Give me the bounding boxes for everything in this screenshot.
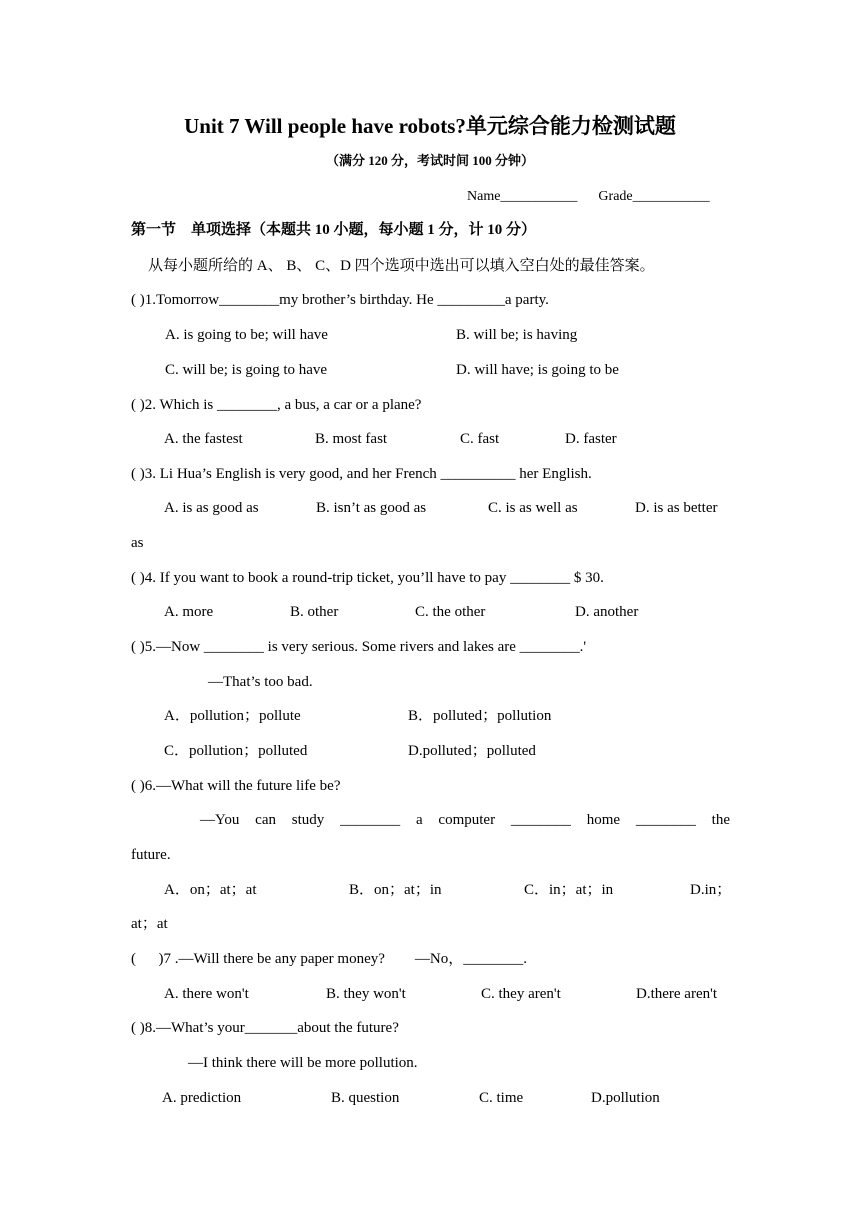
option-b: B. other	[290, 604, 339, 620]
option-d: D. is as better	[635, 500, 718, 516]
option-d: D.in；	[690, 882, 732, 898]
option-a: A. prediction	[162, 1090, 242, 1106]
option-d: D. will have; is going to be	[456, 362, 619, 378]
option-a: A. is as good as	[164, 500, 259, 516]
option-c: C. they aren't	[481, 986, 561, 1002]
option-c: C. is as well as	[488, 500, 578, 516]
option-a: A. there won't	[164, 986, 249, 1002]
option-c: C. time	[479, 1090, 524, 1106]
name-grade-line: Name___________ Grade___________	[467, 189, 710, 204]
reply-word: ________	[510, 812, 571, 828]
option-b: B. most fast	[315, 431, 388, 447]
option-b: B. question	[331, 1090, 400, 1106]
option-c: C. will be; is going to have	[165, 362, 328, 378]
question-stem: ( )3. Li Hua’s English is very good, and her French __________ her English.	[131, 466, 592, 482]
reply-word: a	[415, 812, 423, 828]
reply-word: home	[586, 812, 621, 828]
option-wrap-text: as	[131, 535, 144, 551]
question-stem: ( )1.Tomorrow________my brother’s birthday. He _________a party.	[131, 292, 549, 308]
question-stem: ( )2. Which is ________, a bus, a car or a plane?	[131, 397, 422, 413]
reply-word: the	[711, 812, 730, 828]
option-d: D. faster	[565, 431, 617, 447]
option-d: D.pollution	[591, 1090, 660, 1106]
question-stem: ( )7 .—Will there be any paper money? —No，________.	[131, 951, 527, 967]
option-b: B. they won't	[326, 986, 406, 1002]
option-d: D.polluted；polluted	[408, 743, 536, 759]
option-b: B. will be; is having	[456, 327, 578, 343]
reply-word: ________	[635, 812, 696, 828]
dialogue-reply-wrap: future.	[131, 847, 171, 863]
question-stem: ( )5.—Now ________ is very serious. Some rivers and lakes are ________.'	[131, 639, 587, 655]
question-stem: ( )8.—What’s your_______about the future?	[131, 1020, 399, 1036]
reply-word: —You	[200, 812, 240, 828]
option-b: B. isn’t as good as	[316, 500, 427, 516]
option-b: B．on；at；in	[349, 882, 442, 898]
question-stem: ( )6.—What will the future life be?	[131, 778, 341, 794]
option-a: A. the fastest	[164, 431, 243, 447]
option-b: B．polluted；pollution	[408, 708, 552, 724]
dialogue-reply	[200, 810, 730, 830]
option-c: C. the other	[415, 604, 486, 620]
option-c: C. fast	[460, 431, 500, 447]
section-heading: 第一节 单项选择（本题共 10 小题，每小题 1 分，计 10 分）	[131, 222, 537, 238]
option-c: C．in；at；in	[524, 882, 614, 898]
dialogue-reply: —I think there will be more pollution.	[188, 1055, 418, 1071]
question-stem: ( )4. If you want to book a round-trip ticket, you’ll have to pay ________ $ 30.	[131, 570, 604, 586]
instruction-text: 从每小题所给的 A、 B、 C、D 四个选项中选出可以填入空白处的最佳答案。	[148, 258, 655, 274]
dialogue-reply: —That’s too bad.	[208, 674, 313, 690]
reply-word: study	[291, 812, 325, 828]
reply-word: can	[255, 812, 276, 828]
option-wrap-text: at；at	[131, 916, 168, 932]
page-title: Unit 7 Will people have robots?单元综合能力检测试题	[184, 114, 676, 138]
exam-subtitle: （满分 120 分，考试时间 100 分钟）	[325, 153, 534, 168]
option-c: C．pollution；polluted	[164, 743, 308, 759]
option-a: A．pollution；pollute	[164, 708, 301, 724]
option-a: A．on；at；at	[164, 882, 257, 898]
option-d: D.there aren't	[636, 986, 717, 1002]
option-a: A. more	[164, 604, 214, 620]
option-d: D. another	[575, 604, 639, 620]
reply-word: computer	[438, 812, 496, 828]
option-a: A. is going to be; will have	[165, 327, 328, 343]
reply-word: ________	[340, 812, 401, 828]
